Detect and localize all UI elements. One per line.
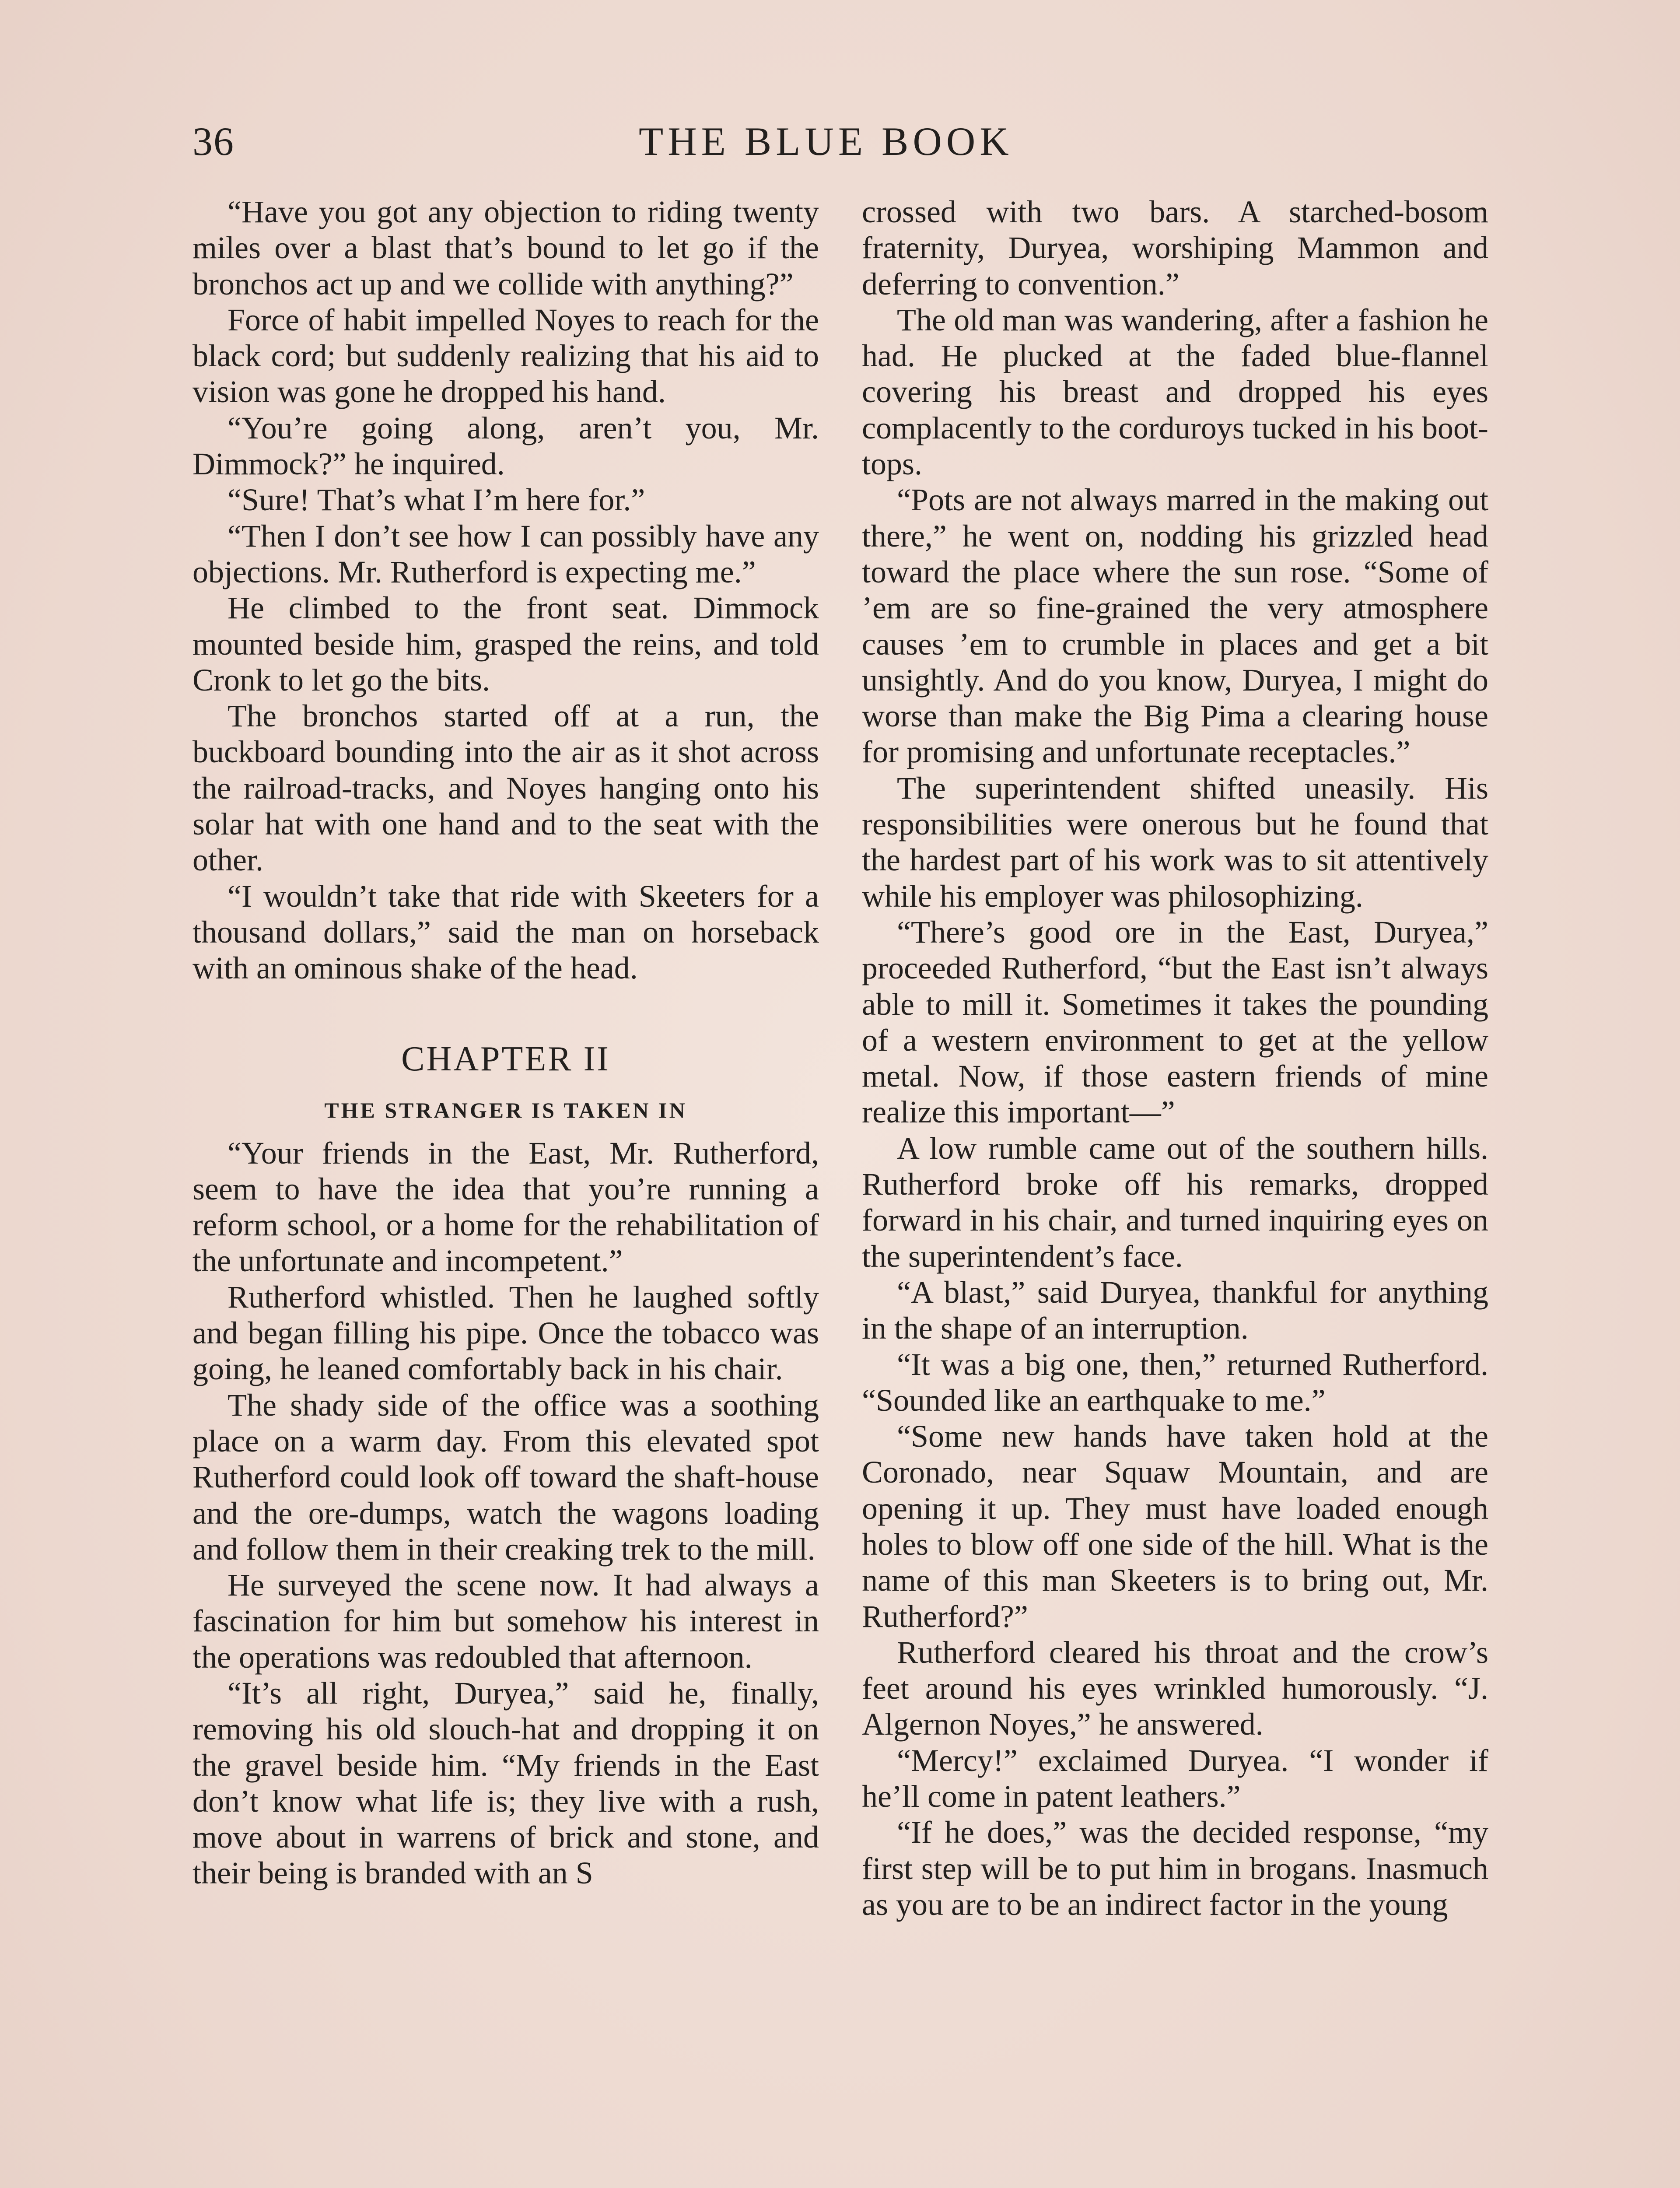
paragraph: “Then I don’t see how I can possibly have any objections. Mr. Rutherford is expecting me.” xyxy=(192,518,819,589)
paragraph: “Sure! That’s what I’m here for.” xyxy=(228,482,645,518)
paragraph: “It’s all right, Duryea,” said he, finally, removing his old slouch-hat and dropping it on the gravel beside him. “My friends in the East don’t know what life is; they live with a rush, move about in warrens of brick and stone, and their being is branded with an S xyxy=(192,1675,819,1891)
paragraph: The bronchos started off at a run, the buckboard bounding into the air as it shot across the railroad-tracks, and Noyes hanging onto his solar hat with one hand and to the seat with the other. xyxy=(192,698,819,878)
paragraph: The old man was wandering, after a fashion he had. He plucked at the faded blue-flannel covering his breast and dropped his eyes complacently to the corduroys tucked in his boot-tops. xyxy=(862,302,1488,482)
paragraph: He surveyed the scene now. It had always a fascination for him but somehow his interest in the operations was redoubled that afternoon. xyxy=(192,1567,819,1675)
paragraph: A low rumble came out of the southern hills. Rutherford broke off his remarks, dropped forward in his chair, and turned inquiring eyes on the superintendent’s face. xyxy=(862,1130,1488,1274)
paragraph: “Your friends in the East, Mr. Rutherford, seem to have the idea that you’re running a reform school, or a home for the rehabilitation of the unfortunate and incompetent.” xyxy=(192,1135,819,1279)
page-header xyxy=(192,117,1505,165)
left-column xyxy=(192,194,819,1891)
paragraph: “Pots are not always marred in the making out there,” he went on, nodding his grizzled head toward the place where the sun rose. “Some of ’em are so fine-grained the very atmosphere causes ’em to crumble in places and get a bit unsightly. And do you know, Duryea, I might do worse than make the Big Pima a clearing house for promising and unfortunate receptacles.” xyxy=(862,482,1488,770)
paragraph: Rutherford whistled. Then he laughed softly and began filling his pipe. Once the tobacco was going, he leaned comfortably back in his chair. xyxy=(192,1279,819,1387)
chapter-subtitle: THE STRANGER IS TAKEN IN xyxy=(324,1098,687,1122)
continued-paragraph: crossed with two bars. A starched-bosom fraternity, Duryea, worshiping Mammon and deferring to convention.” xyxy=(862,194,1488,302)
paragraph: “Have you got any objection to riding twenty miles over a blast that’s bound to let go if the bronchos act up and we collide with anything?” xyxy=(192,194,819,302)
paragraph: “You’re going along, aren’t you, Mr. Dimmock?” he inquired. xyxy=(192,410,819,482)
paragraph: The superintendent shifted uneasily. His responsibilities were onerous but he found that the hardest part of his work was to sit attentively while his employer was philosophizing. xyxy=(862,770,1488,914)
chapter-heading: CHAPTER II xyxy=(401,1039,610,1078)
paragraph: “A blast,” said Duryea, thankful for anything in the shape of an interruption. xyxy=(862,1274,1488,1346)
running-title: THE BLUE BOOK xyxy=(639,119,1013,164)
paragraph: Force of habit impelled Noyes to reach for the black cord; but suddenly realizing that his aid to vision was gone he dropped his hand. xyxy=(192,302,819,410)
paragraph: He climbed to the front seat. Dimmock mounted beside him, grasped the reins, and told Cronk to let go the bits. xyxy=(192,590,819,698)
right-column xyxy=(862,194,1488,1922)
paragraph: “There’s good ore in the East, Duryea,” proceeded Rutherford, “but the East isn’t always able to mill it. Sometimes it takes the pounding of a western environment to get at the yellow metal. Now, if those eastern friends of mine realize this important—” xyxy=(862,914,1488,1130)
paragraph: “If he does,” was the decided response, “my first step will be to put him in brogans. Inasmuch as you are to be an indirect factor in the young xyxy=(862,1815,1488,1922)
page-number: 36 xyxy=(192,119,234,164)
paragraph: “Some new hands have taken hold at the Coronado, near Squaw Mountain, and are opening it up. They must have loaded enough holes to blow off one side of the hill. What is the name of this man Skeeters is to bring out, Mr. Rutherford?” xyxy=(862,1419,1488,1634)
paragraph: The shady side of the office was a soothing place on a warm day. From this elevated spot Rutherford could look off toward the shaft-house and the ore-dumps, watch the wagons loading and follow them in their creaking trek to the mill. xyxy=(192,1387,819,1567)
paragraph: “I wouldn’t take that ride with Skeeters for a thousand dollars,” said the man on horseback with an ominous shake of the head. xyxy=(192,878,819,986)
paragraph: Rutherford cleared his throat and the crow’s feet around his eyes wrinkled humorously. “J. Algernon Noyes,” he answered. xyxy=(862,1634,1488,1742)
paragraph: “Mercy!” exclaimed Duryea. “I wonder if he’ll come in patent leathers.” xyxy=(862,1743,1488,1814)
paragraph: “It was a big one, then,” returned Rutherford. “Sounded like an earthquake to me.” xyxy=(862,1346,1488,1418)
